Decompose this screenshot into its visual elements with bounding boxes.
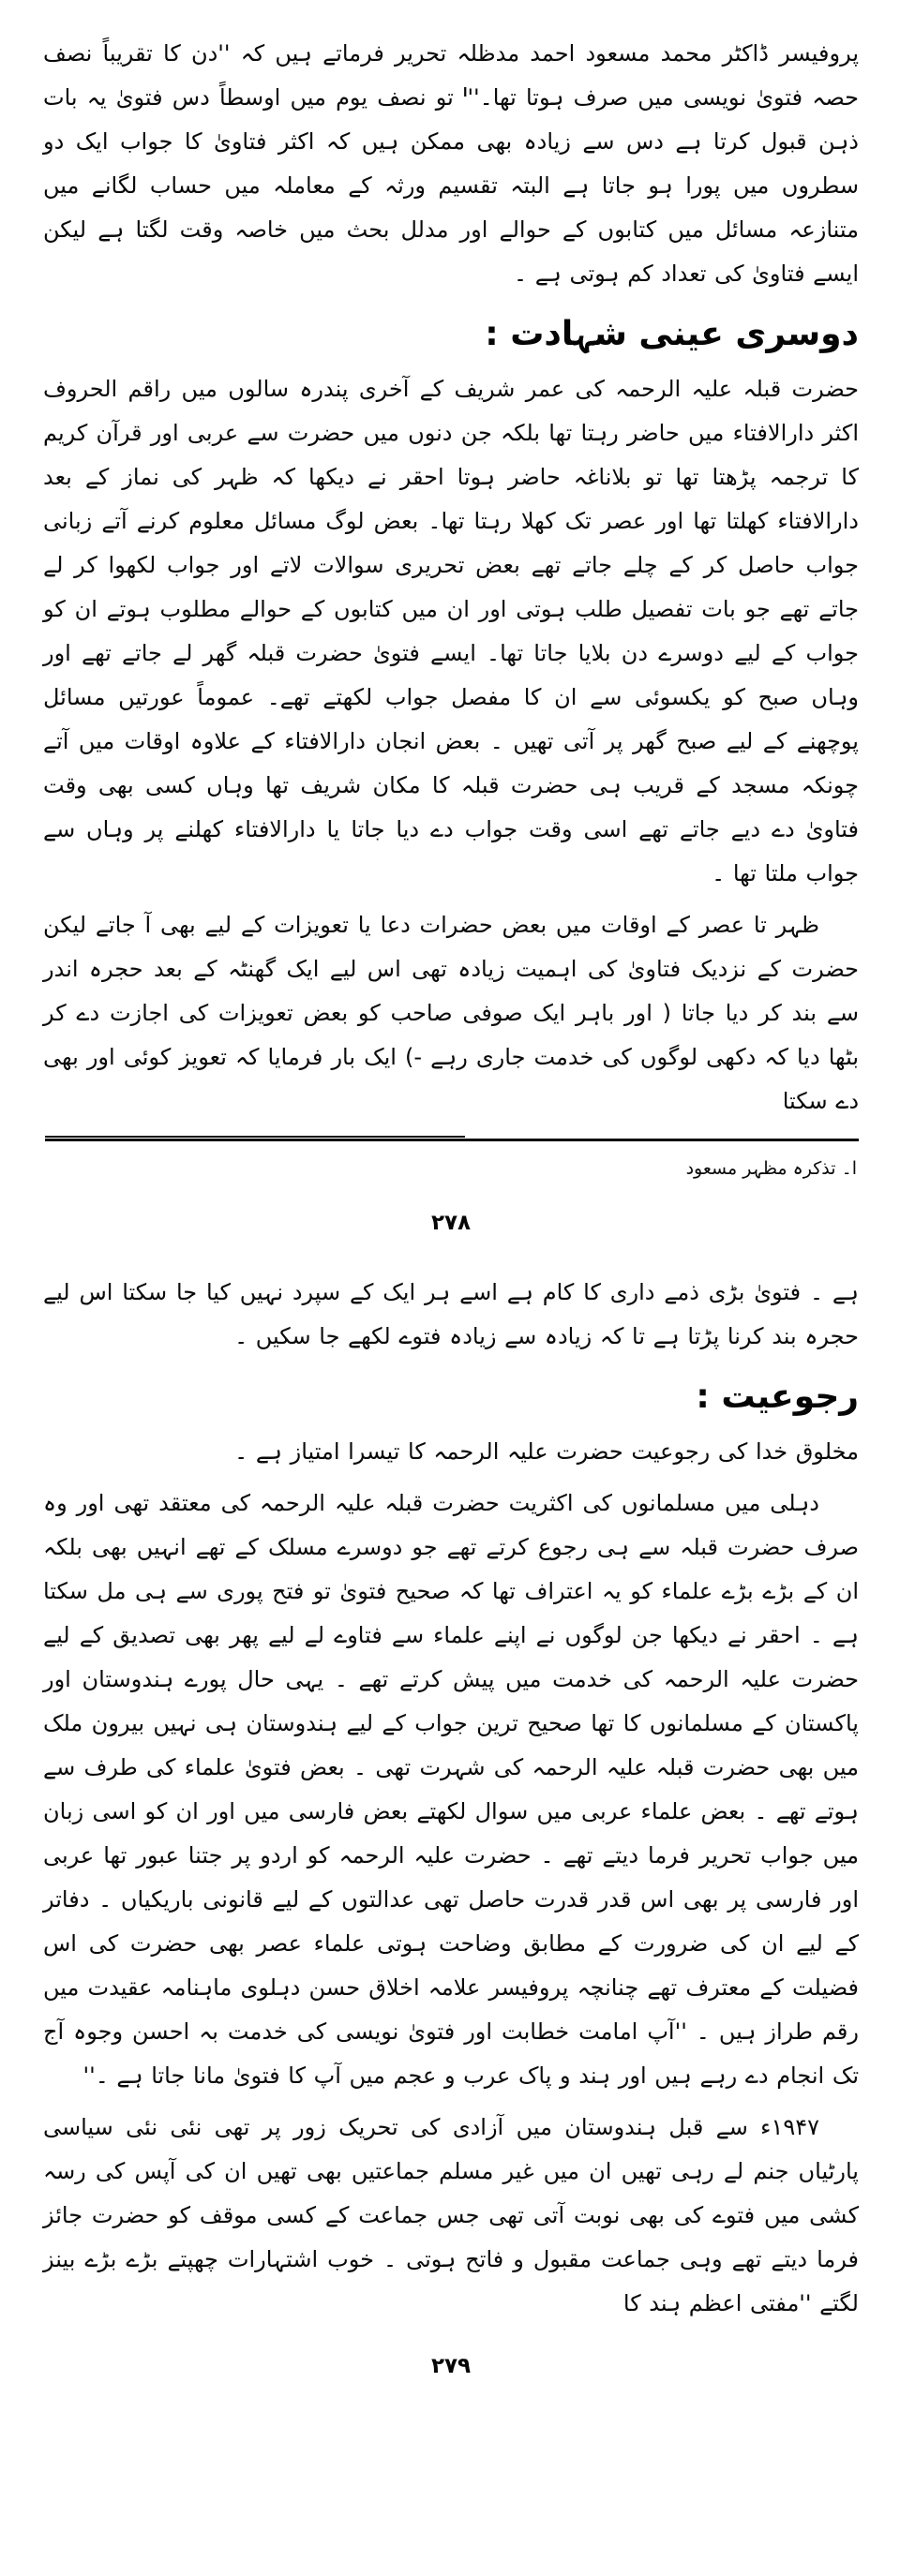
- footnote-marker: ا: [462, 86, 468, 100]
- paragraph-professor-quote-continuation: تو نصف یوم میں اوسطاً دس فتویٰ یہ بات ذہن قبول کرتا ہے دس سے زیادہ بھی ممکن ہیں کہ اکثر فتاویٰ کا جواب ایک دو سطروں میں پورا ہو جاتا ہے البتہ تقسیم ورثہ کے معاملہ میں حساب لگانے میں متنازعہ مسائل میں کتابوں کے حوالے اور مدلل بحث میں خاصہ وقت لگتا ہے لیکن ایسے فتاویٰ کی تعداد کم ہوتی ہے ۔: [43, 84, 859, 287]
- paragraph-third-distinction: مخلوق خدا کی رجوعیت حضرت علیہ الرحمہ کا تیسرا امتیاز ہے ۔: [234, 1438, 859, 1465]
- heading-second-eyewitness: دوسری عینی شہادت :: [485, 315, 859, 353]
- paragraph-professor-quote-text: پروفیسر ڈاکٹر محمد مسعود احمد مدظلہ تحریر فرماتے ہیں کہ ''دن کا تقریباً نصف حصہ فتویٰ نویسی میں صرف ہوتا تھا۔'': [43, 40, 859, 111]
- page-number-279: ۲۷۹: [430, 2354, 472, 2378]
- footnote-separator-rule-overlap: [45, 1136, 465, 1138]
- paragraph-gap: [43, 2098, 859, 2106]
- paragraph-gap: [43, 1474, 859, 1482]
- page-number-278: ۲۷۸: [430, 1211, 472, 1235]
- paragraph-gap: [43, 896, 859, 903]
- footnote-text: ا۔ تذکرہ مظہر مسعود: [685, 1158, 857, 1179]
- page-278-content: [43, 32, 859, 1239]
- paragraph-zuhr-to-asr: ظہر تا عصر کے اوقات میں بعض حضرات دعا یا تعویزات کے لیے بھی آ جاتے لیکن حضرت کے نزدیک فتاویٰ کی اہمیت زیادہ تھی اس لیے ایک گھنٹہ کے بعد حجرہ اندر سے بند کر دیا جاتا ( اور باہر ایک صوفی صاحب کو بعض تعویزات کی اجازت دے کر بٹھا دیا کہ دکھی لوگوں کی خدمت جاری رہے -) ایک بار فرمایا کہ تعویز کوئی اور بھی دے سکتا: [43, 912, 859, 1114]
- paragraph-fatwa-responsibility: ہے ۔ فتویٰ بڑی ذمے داری کا کام ہے اسے ہر ایک کے سپرد نہیں کیا جا سکتا اس لیے حجرہ بند کرنا پڑتا ہے تا کہ زیادہ سے زیادہ فتوے لکھے جا سکیں ۔: [43, 1279, 859, 1349]
- heading-rujuiyat: رجوعیت :: [696, 1377, 859, 1416]
- paragraph-professor-quote: [43, 32, 859, 296]
- paragraph-eyewitness-account: حضرت قبلہ علیہ الرحمہ کی عمر شریف کے آخری پندرہ سالوں میں راقم الحروف اکثر دارالافتاء میں حاضر رہتا تھا بلکہ جن دنوں میں حضرت سے عربی اور قرآن کریم کا ترجمہ پڑھتا تھا تو بلاناغہ حاضر ہوتا احقر نے دیکھا کہ ظہر کی نماز کے بعد دارالافتاء کھلتا تھا اور عصر تک کھلا رہتا تھا۔ بعض لوگ مسائل معلوم کرنے آتے زبانی جواب حاصل کر کے چلے جاتے تھے بعض تحریری سوالات لاتے اور جواب لکھوا کر لے جاتے تھے جو بات تفصیل طلب ہوتی اور ان میں کتابوں کے حوالے مطلوب ہوتے ان کو جواب کے لیے دوسرے دن بلایا جاتا تھا۔ ایسے فتویٰ حضرت قبلہ گھر لے جاتے تھے اور وہاں صبح کو یکسوئی سے ان کا مفصل جواب لکھتے تھے۔ عموماً عورتیں مسائل پوچھنے کے لیے صبح گھر پر آتی تھیں ۔ بعض انجان دارالافتاء کے علاوہ اوقات میں آتے چونکہ مسجد کے قریب ہی حضرت قبلہ کا مکان شریف تھا وہاں کسی بھی وقت فتاویٰ دے دیے جاتے تھے اسی وقت جواب دے دیا جاتا یا دارالافتاء کھلنے پر وہاں سے جواب ملتا تھا ۔: [43, 376, 859, 886]
- page-279-content: [43, 1271, 859, 2382]
- paragraph-delhi-muslims: دہلی میں مسلمانوں کی اکثریت حضرت قبلہ علیہ الرحمہ کی معتقد تھی اور وہ صرف حضرت قبلہ سے ہی رجوع کرتے تھے جو دوسرے مسلک کے تھے انہیں بھی بلکہ ان کے بڑے بڑے علماء کو یہ اعتراف تھا کہ صحیح فتویٰ تو فتح پوری سے ہی مل سکتا ہے ۔ احقر نے دیکھا جن لوگوں نے اپنے علماء سے فتاوے لے لیے پھر بھی تصدیق کے لیے حضرت علیہ الرحمہ کی خدمت میں پیش کرتے تھے ۔ یہی حال پورے ہندوستان اور پاکستان کے مسلمانوں کا تھا صحیح ترین جواب کے لیے ہندوستان ہی نہیں بیرون ملک میں بھی حضرت قبلہ علیہ الرحمہ کی شہرت تھی ۔ بعض فتویٰ علماء کی طرف سے ہوتے تھے ۔ بعض علماء عربی میں سوال لکھتے بعض فارسی میں اور ان کو اسی زبان میں جواب تحریر فرما دیتے تھے ۔ حضرت علیہ الرحمہ کو اردو پر جتنا عبور تھا عربی اور فارسی پر بھی اس قدر قدرت حاصل تھی عدالتوں کے لیے قانونی باریکیاں ۔ دفاتر کے لیے ان کی ضرورت کے مطابق وضاحت ہوتی علماء عصر بھی حضرت کی اس فضیلت کے معترف تھے چنانچہ پروفیسر علامہ اخلاق حسن دہلوی ماہنامہ عقیدت میں رقم طراز ہیں ۔ ''آپ امامت خطابت اور فتویٰ نویسی کی خدمت بہ احسن وجوہ آج تک انجام دے رہے ہیں اور ہند و پاک عرب و عجم میں آپ کا فتویٰ مانا جاتا ہے ۔'': [43, 1490, 859, 2089]
- footnote-separator-rule: [45, 1139, 859, 1141]
- paragraph-1947-movement: ۱۹۴۷ء سے قبل ہندوستان میں آزادی کی تحریک زور پر تھی نئی نئی سیاسی پارٹیاں جنم لے رہی تھیں ان میں غیر مسلم جماعتیں بھی تھیں ان کی آپس کی رسہ کشی میں فتوے کی بھی نوبت آتی تھی جس جماعت کے کسی موقف کو حضرت جائز فرما دیتے تھے وہی جماعت مقبول و فاتح ہوتی ۔ خوب اشتہارات چھپتے بڑے بڑے بینز لگتے ''مفتی اعظم ہند کا: [43, 2114, 859, 2316]
